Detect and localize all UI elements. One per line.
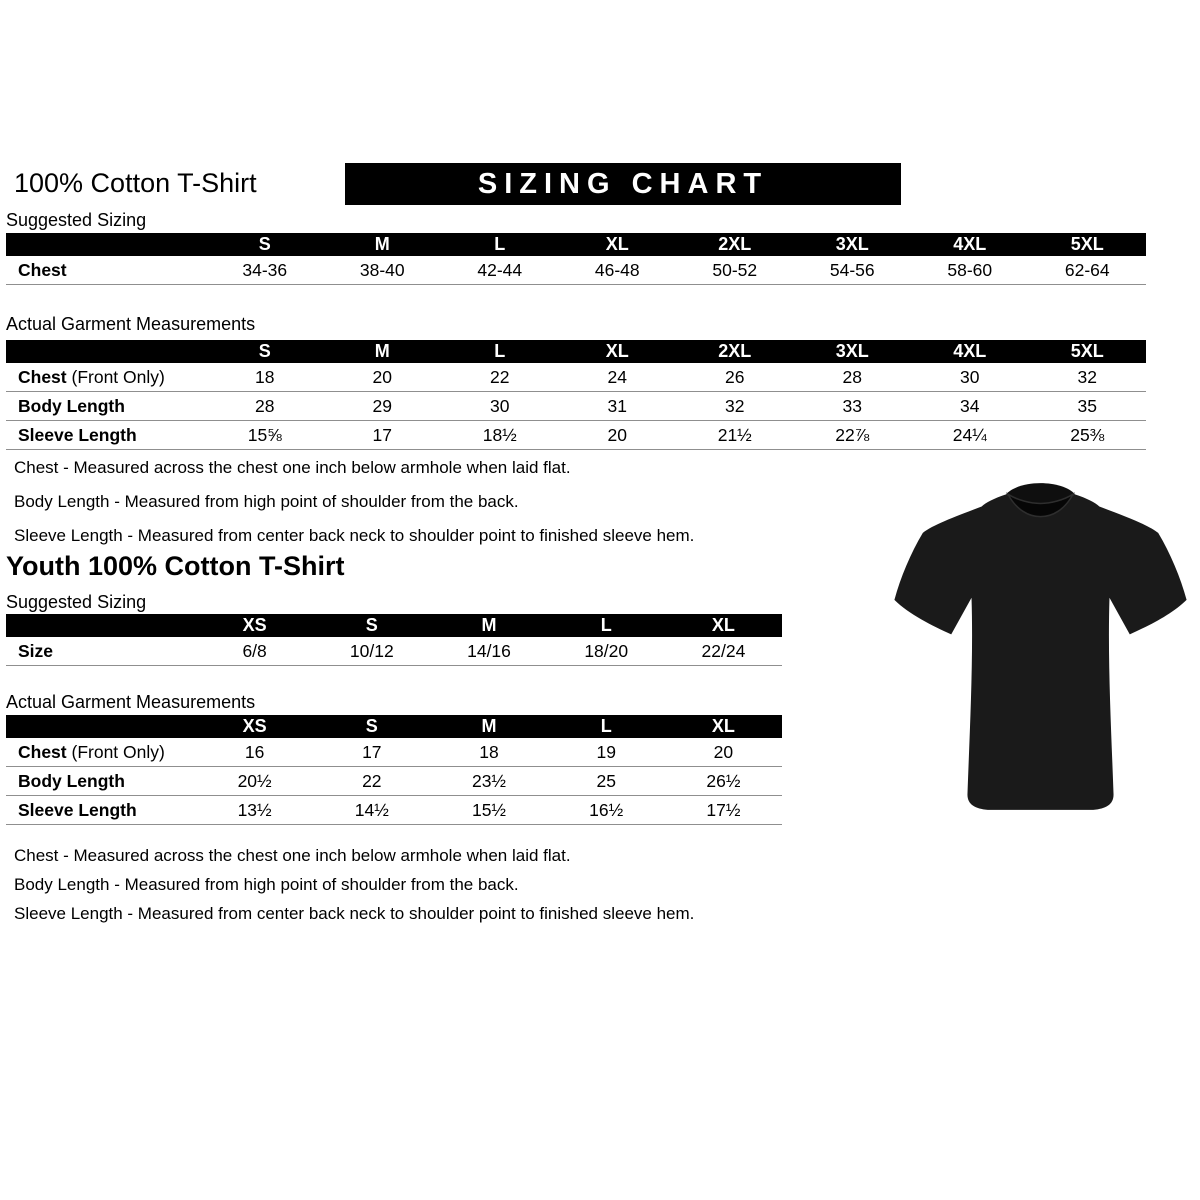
value-cell: 18	[479, 741, 499, 762]
row-label: Sleeve Length	[18, 424, 137, 445]
row-label: Chest (Front Only)	[18, 741, 165, 762]
value-cell: 28	[255, 395, 275, 416]
value-cell: 18/20	[584, 640, 629, 661]
youth-section-title: Youth 100% Cotton T-Shirt	[6, 551, 345, 581]
value-cell: 22	[490, 366, 510, 387]
table-row	[6, 637, 782, 666]
value-cell: 10/12	[349, 640, 394, 661]
size-column-header: 2XL	[718, 341, 752, 361]
value-cell: 20	[607, 424, 627, 445]
size-column-header: 5XL	[1070, 234, 1104, 254]
size-column-header: L	[600, 716, 612, 736]
value-cell: 18	[255, 366, 275, 387]
value-cell: 46-48	[594, 259, 640, 280]
value-cell: 38-40	[359, 259, 405, 280]
value-cell: 58-60	[947, 259, 993, 280]
youth-measurement-notes	[14, 841, 694, 928]
size-column-header: M	[374, 234, 390, 254]
table-header-row	[6, 715, 782, 738]
size-column-header: S	[365, 615, 378, 635]
size-column-header: XS	[242, 716, 267, 736]
table-row	[6, 796, 782, 825]
size-column-header: 2XL	[718, 234, 752, 254]
table-row	[6, 363, 1146, 392]
value-cell: 32	[1077, 366, 1097, 387]
size-column-header: 4XL	[953, 234, 987, 254]
value-cell: 18½	[482, 424, 517, 445]
adult-suggested-sizing-table	[6, 233, 1146, 285]
size-column-header: 4XL	[953, 341, 987, 361]
youth-garment-measurements-label: Actual Garment Measurements	[6, 692, 256, 712]
table-header-row	[6, 340, 1146, 363]
value-cell: 28	[842, 366, 862, 387]
size-column-header: S	[365, 716, 378, 736]
adult-measurement-notes	[14, 451, 694, 553]
size-column-header: L	[494, 234, 506, 254]
row-label: Body Length	[18, 395, 125, 416]
size-column-header: XL	[605, 234, 629, 254]
youth-garment-measurements-table	[6, 715, 782, 825]
value-cell: 14½	[354, 799, 389, 820]
tshirt-body-shape	[894, 494, 1186, 810]
table-row	[6, 421, 1146, 450]
black-tshirt-photo	[888, 472, 1193, 822]
size-column-header: S	[258, 234, 271, 254]
note-chest: Chest - Measured across the chest one inch below armhole when laid flat.	[14, 846, 571, 865]
value-cell: 15½	[471, 799, 507, 820]
value-cell: 30	[960, 366, 980, 387]
value-cell: 54-56	[829, 259, 875, 280]
value-cell: 16½	[589, 799, 624, 820]
value-cell: 34	[960, 395, 980, 416]
youth-suggested-sizing-label: Suggested Sizing	[6, 592, 147, 612]
row-label: Body Length	[18, 770, 125, 791]
value-cell: 6/8	[242, 640, 267, 661]
size-column-header: 3XL	[835, 234, 869, 254]
value-cell: 22	[362, 770, 382, 791]
value-cell: 35	[1077, 395, 1097, 416]
size-column-header: L	[600, 615, 612, 635]
size-column-header: XL	[711, 615, 735, 635]
value-cell: 17½	[706, 799, 741, 820]
size-column-header: S	[258, 341, 271, 361]
value-cell: 21½	[717, 424, 752, 445]
table-row	[6, 256, 1146, 285]
note-body-length: Body Length - Measured from high point of shoulder from the back.	[14, 875, 519, 894]
adult-garment-measurements-label: Actual Garment Measurements	[6, 314, 256, 334]
table-row	[6, 392, 1146, 421]
row-label: Size	[18, 640, 54, 661]
size-column-header: M	[481, 716, 497, 736]
value-cell: 42-44	[477, 259, 523, 280]
value-cell: 31	[607, 395, 627, 416]
sizing-chart-banner: SIZING CHART	[345, 163, 901, 205]
size-column-header: 5XL	[1070, 341, 1104, 361]
value-cell: 19	[596, 741, 616, 762]
value-cell: 24¼	[952, 424, 987, 445]
size-column-header: XL	[711, 716, 735, 736]
value-cell: 24	[607, 366, 627, 387]
size-column-header: M	[481, 615, 497, 635]
value-cell: 22⅞	[835, 424, 870, 445]
value-cell: 25⅜	[1070, 424, 1105, 445]
black-tshirt-graphic	[888, 472, 1193, 822]
row-label: Sleeve Length	[18, 799, 137, 820]
adult-section-title: 100% Cotton T-Shirt	[14, 168, 257, 198]
value-cell: 33	[842, 395, 862, 416]
value-cell: 22/24	[701, 640, 746, 661]
value-cell: 26½	[706, 770, 741, 791]
table-row	[6, 767, 782, 796]
size-column-header: 3XL	[835, 341, 869, 361]
value-cell: 17	[362, 741, 382, 762]
value-cell: 50-52	[712, 259, 758, 280]
value-cell: 20½	[237, 770, 272, 791]
adult-garment-measurements-table	[6, 340, 1146, 450]
size-column-header: XL	[605, 341, 629, 361]
value-cell: 26	[725, 366, 745, 387]
value-cell: 23½	[471, 770, 507, 791]
value-cell: 32	[725, 395, 745, 416]
value-cell: 17	[372, 424, 392, 445]
value-cell: 20	[372, 366, 392, 387]
note-body-length: Body Length - Measured from high point of shoulder from the back.	[14, 492, 519, 511]
size-column-header: XS	[242, 615, 267, 635]
note-chest: Chest - Measured across the chest one inch below armhole when laid flat.	[14, 458, 571, 477]
value-cell: 25	[596, 770, 616, 791]
value-cell: 20	[713, 741, 734, 762]
value-cell: 13½	[237, 799, 272, 820]
value-cell: 29	[372, 395, 392, 416]
value-cell: 14/16	[467, 640, 511, 661]
size-column-header: M	[374, 341, 390, 361]
youth-suggested-sizing-table	[6, 614, 782, 666]
adult-suggested-sizing-label: Suggested Sizing	[6, 210, 147, 230]
value-cell: 34-36	[242, 259, 288, 280]
value-cell: 15⅝	[247, 424, 282, 445]
note-sleeve-length: Sleeve Length - Measured from center back neck to shoulder point to finished sleeve hem.	[14, 904, 695, 923]
table-row	[6, 738, 782, 767]
value-cell: 16	[244, 741, 265, 762]
size-column-header: L	[494, 341, 506, 361]
row-label: Chest (Front Only)	[18, 366, 165, 387]
value-cell: 30	[490, 395, 510, 416]
table-header-row	[6, 614, 782, 637]
table-header-row	[6, 233, 1146, 256]
note-sleeve-length: Sleeve Length - Measured from center back neck to shoulder point to finished sleeve hem.	[14, 526, 695, 545]
value-cell: 62-64	[1064, 259, 1110, 280]
row-label: Chest	[18, 259, 67, 280]
